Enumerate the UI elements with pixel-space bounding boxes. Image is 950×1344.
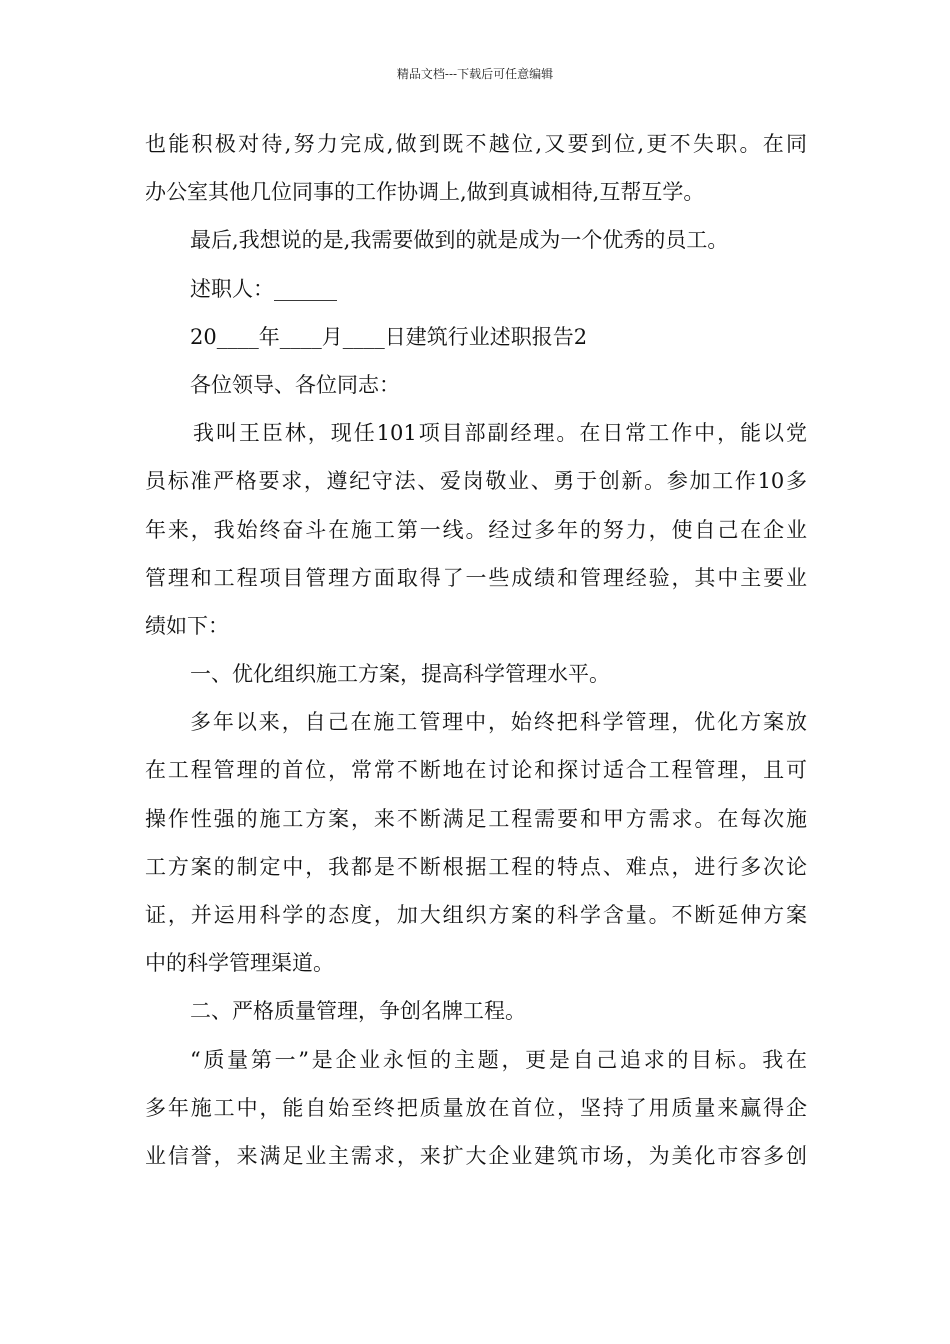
document-body [145, 130, 807, 1190]
text-line: 年来，我始终奋斗在施工第一线。经过多年的努力，使自己在企业 [145, 517, 807, 542]
text-line: 证，并运用科学的态度，加大组织方案的科学含量。不断延伸方案 [145, 903, 807, 927]
text-line: 工方案的制定中，我都是不断根据工程的特点、难点，进行多次论 [145, 854, 807, 879]
text-line: 业信誉，来满足业主需求，来扩大企业建筑市场，为美化市容多创 [145, 1143, 807, 1168]
text-line: 也能积极对待,努力完成,做到既不越位,又要到位,更不失职。在同 [145, 132, 807, 156]
report-title-line: 20____年____月____日建筑行业述职报告2 [190, 324, 588, 349]
text-line: 绩如下： [145, 613, 229, 638]
text-line: 办公室其他几位同事的工作协调上,做到真诚相待,互帮互学。 [145, 180, 705, 205]
text-line: 管理和工程项目管理方面取得了一些成绩和管理经验，其中主要业 [145, 565, 807, 590]
text-line: 最后,我想说的是,我需要做到的就是成为一个优秀的员工。 [190, 228, 729, 253]
signature-line: 述职人：______ [190, 276, 337, 301]
page-header: 精品文档---下载后可任意编辑 [396, 67, 554, 81]
text-line: 我叫王臣林，现任101项目部副经理。在日常工作中，能以党 [193, 421, 807, 446]
text-line: 中的科学管理渠道。 [145, 951, 334, 976]
salutation: 各位领导、各位同志： [190, 372, 400, 397]
text-line: “质量第一”是企业永恒的主题，更是自己追求的目标。我在 [190, 1047, 807, 1072]
section-heading: 一、优化组织施工方案，提高科学管理水平。 [190, 662, 610, 687]
text-line: 多年施工中，能自始至终把质量放在首位，坚持了用质量来赢得企 [145, 1095, 807, 1120]
text-line: 多年以来，自己在施工管理中，始终把科学管理，优化方案放 [190, 710, 807, 735]
text-line: 在工程管理的首位，常常不断地在讨论和探讨适合工程管理，且可 [145, 758, 807, 783]
text-line: 操作性强的施工方案，来不断满足工程需要和甲方需求。在每次施 [145, 806, 807, 831]
text-line: 员标准严格要求，遵纪守法、爱岗敬业、勇于创新。参加工作10多 [145, 469, 807, 494]
section-heading: 二、严格质量管理，争创名牌工程。 [190, 999, 526, 1024]
